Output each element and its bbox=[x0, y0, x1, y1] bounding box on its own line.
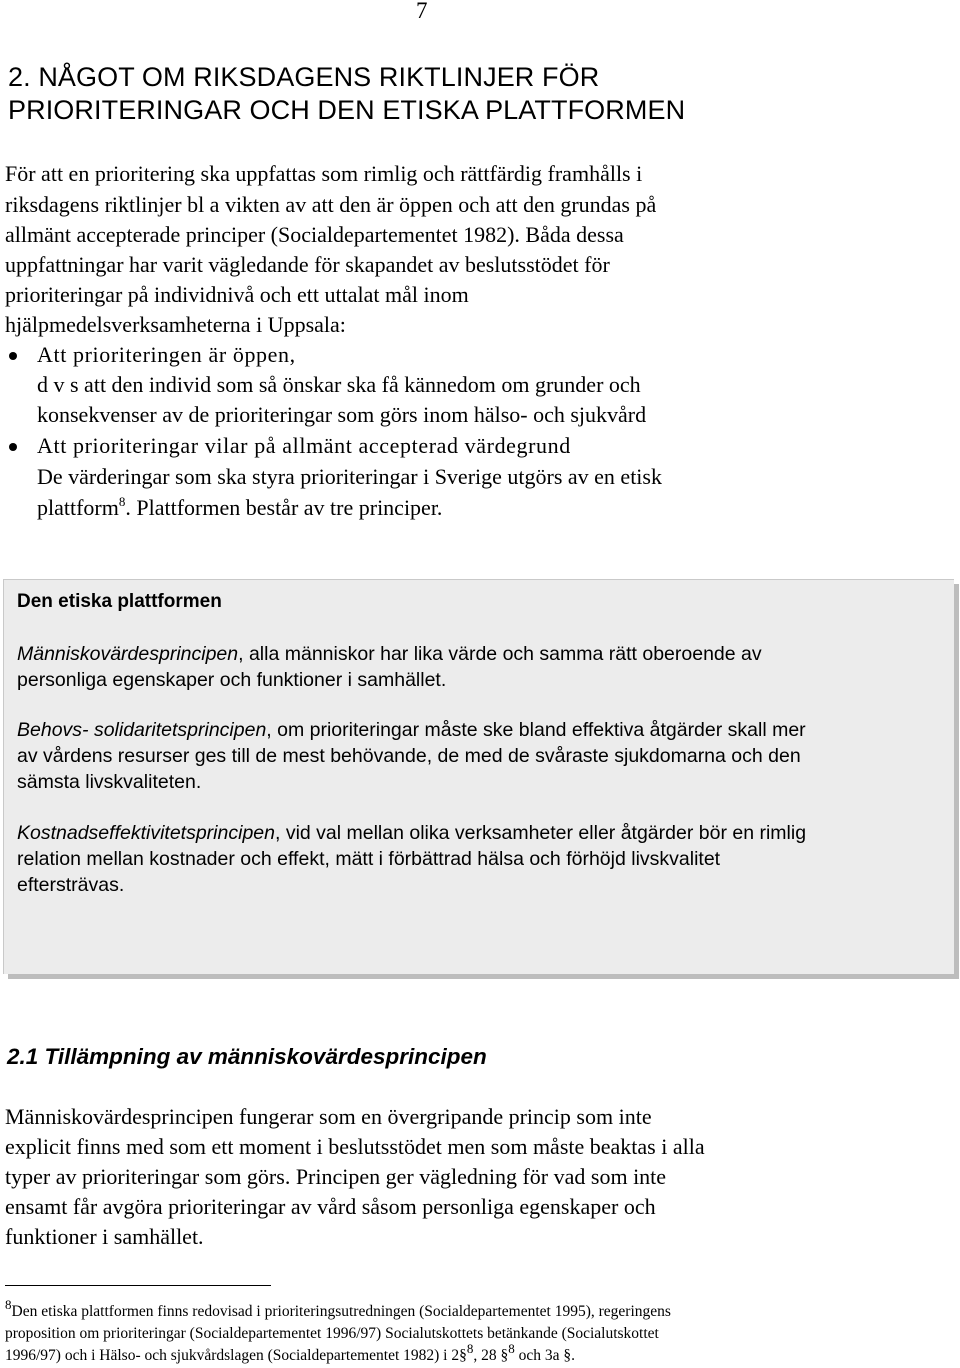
bullet-line: d v s att den individ som så önskar ska få kännedom om grunder och bbox=[37, 372, 641, 397]
intro-line: prioriteringar på individnivå och ett uttalat mål inom bbox=[5, 282, 469, 307]
chapter-heading-line-1: 2. NÅGOT OM RIKSDAGENS RIKTLINJER FÖR bbox=[8, 62, 600, 92]
principle-name: Människovärdesprincipen bbox=[17, 643, 239, 665]
intro-line: allmänt accepterade principer (Socialdepartementet 1982). Båda dessa bbox=[5, 222, 624, 247]
section-heading: 2.1 Tillämpning av människovärdesprincipen bbox=[7, 1044, 487, 1069]
page-number: 7 bbox=[416, 0, 428, 23]
principle-line: sämsta livskvaliteten. bbox=[17, 771, 202, 793]
principle-line: Människovärdesprincipen, alla människor har lika värde och samma rätt oberoende av bbox=[17, 643, 762, 665]
principle-name: Kostnadseffektivitetsprincipen bbox=[17, 822, 275, 844]
footnote-line: 1996/97) och i Hälso- och sjukvårdslagen (Socialdepartementet 1982) i 2§$^8$, 28 §$^8$ och 3a §. bbox=[5, 1340, 576, 1364]
section-line: explicit finns med som ett moment i beslutsstödet men som måste beaktas i alla bbox=[5, 1134, 705, 1159]
principle-line: Kostnadseffektivitetsprincipen, vid val mellan olika verksamheter eller åtgärder bör en rimlig bbox=[17, 822, 807, 844]
principle-line: eftersträvas. bbox=[17, 874, 125, 896]
footnote-marker: 8 bbox=[5, 1296, 12, 1312]
bullet-icon bbox=[9, 443, 17, 451]
section-line: Människovärdesprincipen fungerar som en övergripande princip som inte bbox=[5, 1104, 652, 1129]
bullet-icon bbox=[9, 352, 17, 360]
section-line: typer av prioriteringar som görs. Principen ger vägledning för vad som inte bbox=[5, 1164, 667, 1189]
bullet-line: konsekvenser av de prioriteringar som görs inom hälso- och sjukvård bbox=[37, 402, 647, 427]
bullet-line-with-footnote: plattform$^8$. Plattformen består av tre principer. bbox=[37, 493, 443, 520]
section-line: ensamt får avgöra prioriteringar av vård såsom personliga egenskaper och bbox=[5, 1194, 656, 1219]
chapter-heading-line-2: PRIORITERINGAR OCH DEN ETISKA PLATTFORMEN bbox=[8, 95, 686, 125]
principle-name: Behovs- solidaritetsprincipen bbox=[17, 719, 267, 741]
principle-line: Behovs- solidaritetsprincipen, om prioriteringar måste ske bland effektiva åtgärder skall mer bbox=[17, 719, 806, 741]
intro-line: riksdagens riktlinjer bl a vikten av att den är öppen och att den grundas på bbox=[5, 192, 657, 217]
footnote-line: $^8$Den etiska plattformen finns redovisad i prioriteringsutredningen (Socialdepartementet 1995), regeringens bbox=[5, 1296, 671, 1320]
principle-line: av vårdens resurser ges till de mest behövande, de med de svåraste sjukdomarna och den bbox=[17, 745, 801, 767]
intro-line: För att en prioritering ska uppfattas som rimlig och rättfärdig framhålls i bbox=[5, 161, 643, 186]
principle-line: relation mellan kostnader och effekt, mätt i förbättrad hälsa och förhöjd livskvalitet bbox=[17, 848, 721, 870]
platform-box-title: Den etiska plattformen bbox=[17, 591, 222, 612]
section-line: funktioner i samhället. bbox=[5, 1224, 204, 1249]
bullet-line: De värderingar som ska styra prioriteringar i Sverige utgörs av en etisk bbox=[37, 464, 662, 489]
footnote-reference: 8 bbox=[118, 493, 126, 509]
bullet-title: Att prioriteringen är öppen, bbox=[37, 342, 296, 367]
footnote-line: proposition om prioriteringar (Socialdepartementet 1996/97) Socialutskottets betänkande (Socialutskottet bbox=[5, 1325, 659, 1342]
footnote-divider bbox=[5, 1285, 271, 1286]
principle-line: personliga egenskaper och funktioner i samhället. bbox=[17, 669, 447, 691]
intro-line: uppfattningar har varit vägledande för skapandet av beslutsstödet för bbox=[5, 252, 610, 277]
intro-line: hjälpmedelsverksamheterna i Uppsala: bbox=[5, 312, 346, 337]
bullet-title: Att prioriteringar vilar på allmänt accepterad värdegrund bbox=[37, 433, 571, 458]
